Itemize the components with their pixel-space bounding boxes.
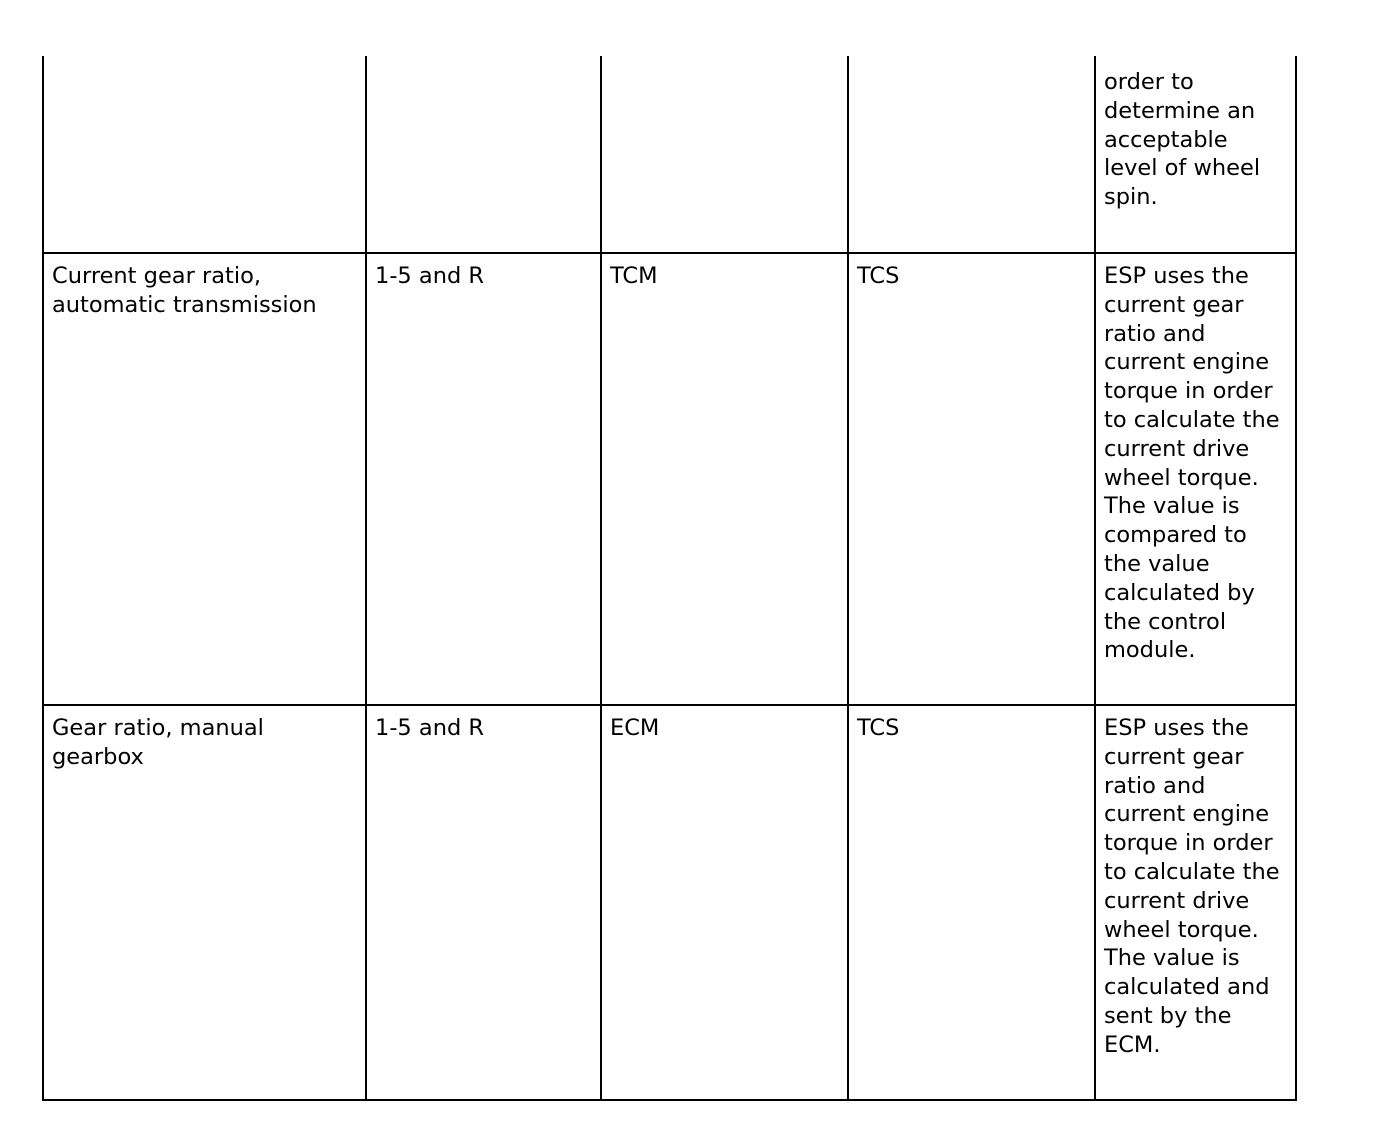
value-range-cell — [366, 56, 601, 253]
source-module-cell: ECM — [601, 705, 848, 1100]
signal-name-cell — [43, 56, 366, 253]
description-cell: ESP uses the current gear ratio and current engine torque in order to calculate the current drive wheel torque. The value is calculated and sent by the ECM. — [1095, 705, 1296, 1100]
receiver-cell: TCS — [848, 253, 1095, 705]
table-row — [43, 705, 1296, 1100]
signal-specification-table — [42, 56, 1297, 1101]
signal-name-cell: Current gear ratio, automatic transmission — [43, 253, 366, 705]
source-module-cell: TCM — [601, 253, 848, 705]
source-module-cell — [601, 56, 848, 253]
value-range-cell: 1-5 and R — [366, 253, 601, 705]
signal-name-cell: Gear ratio, manual gearbox — [43, 705, 366, 1100]
receiver-cell: TCS — [848, 705, 1095, 1100]
description-cell: order to determine an acceptable level of wheel spin. — [1095, 56, 1296, 253]
table-row — [43, 56, 1296, 253]
table-row — [43, 253, 1296, 705]
receiver-cell — [848, 56, 1095, 253]
description-cell: ESP uses the current gear ratio and current engine torque in order to calculate the current drive wheel torque. The value is compared to the value calculated by the control module. — [1095, 253, 1296, 705]
value-range-cell: 1-5 and R — [366, 705, 601, 1100]
